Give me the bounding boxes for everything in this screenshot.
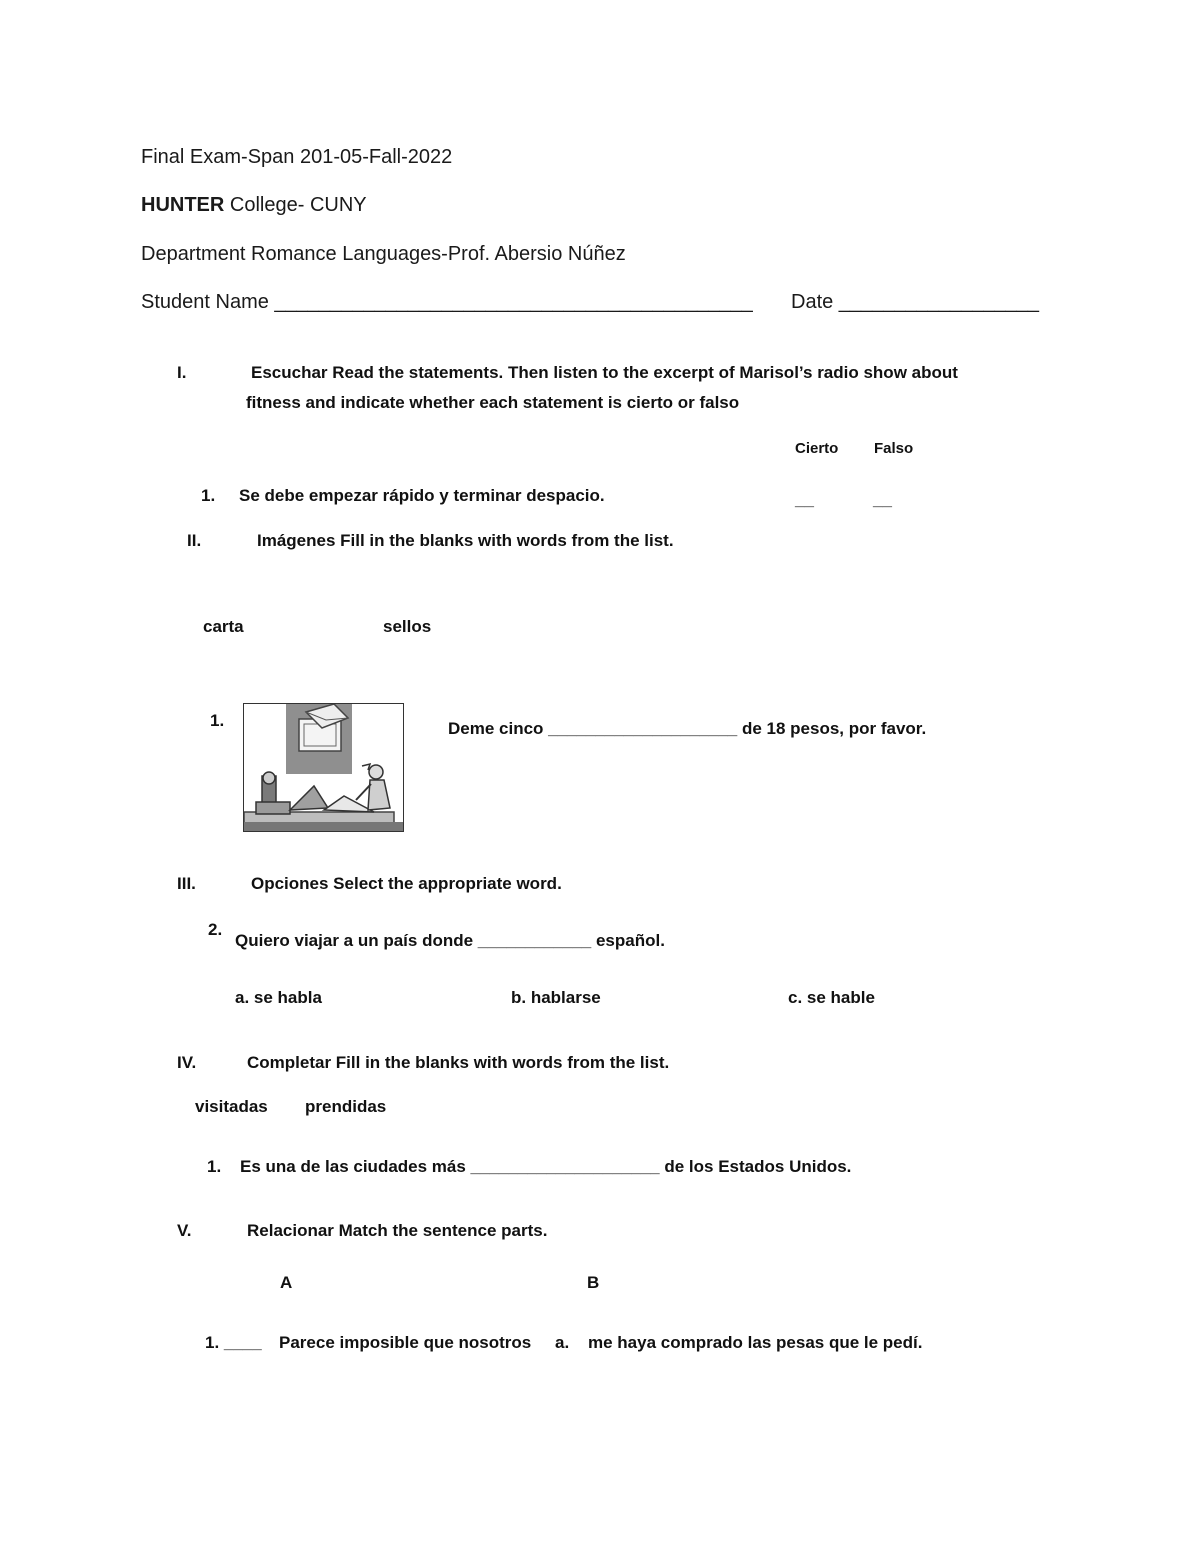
section-2-numeral: II. bbox=[187, 531, 202, 550]
exam-title: Final Exam-Span 201-05-Fall-2022 bbox=[141, 146, 453, 168]
college-line bbox=[141, 195, 367, 215]
match-text-a: me haya comprado las pesas que le pedí. bbox=[588, 1333, 923, 1352]
section-2-title: Imágenes Fill in the blanks with words from the list. bbox=[257, 531, 674, 550]
section-2-item-number: 1. bbox=[210, 711, 225, 730]
post-office-drawing bbox=[244, 704, 403, 831]
cierto-column-label: Cierto bbox=[795, 440, 839, 457]
section-4-numeral: IV. bbox=[177, 1053, 197, 1072]
section-1-numeral: I. bbox=[177, 363, 187, 382]
section-1-item-number: 1. bbox=[201, 486, 216, 505]
option-b: b. hablarse bbox=[511, 988, 601, 1007]
section-4-item-number: 1. bbox=[207, 1157, 222, 1176]
cierto-blank: __ bbox=[795, 490, 814, 509]
college-name-bold: HUNTER bbox=[141, 194, 225, 216]
date-field: Date __________________ bbox=[791, 291, 1040, 313]
section-4-item-text: Es una de las ciudades más ____________________ de los Estados Unidos. bbox=[240, 1157, 852, 1176]
section-5-item-text: Parece imposible que nosotros bbox=[279, 1333, 532, 1352]
section-3-item-text: Quiero viajar a un país donde ____________ español. bbox=[235, 931, 665, 950]
column-b-label: B bbox=[587, 1273, 600, 1292]
section-3-item-number: 2. bbox=[208, 920, 223, 939]
college-name-rest: College- CUNY bbox=[224, 194, 367, 216]
section-1-instructions-line1: Escuchar Read the statements. Then listen to the excerpt of Marisol’s radio show about bbox=[251, 363, 958, 382]
option-c: c. se hable bbox=[788, 988, 875, 1007]
section-5-numeral: V. bbox=[177, 1221, 192, 1240]
section-5-item-number: 1. ____ bbox=[205, 1333, 262, 1352]
post-office-illustration bbox=[243, 703, 404, 832]
section-1-instructions-line2: fitness and indicate whether each statement is cierto or falso bbox=[246, 393, 740, 412]
section-3-numeral: III. bbox=[177, 874, 196, 893]
section-5-title: Relacionar Match the sentence parts. bbox=[247, 1221, 548, 1240]
section-3-title: Opciones Select the appropriate word. bbox=[251, 874, 562, 893]
word-bank-prendidas: prendidas bbox=[305, 1097, 387, 1116]
section-1-item-text: Se debe empezar rápido y terminar despacio. bbox=[239, 486, 605, 505]
word-bank-visitadas: visitadas bbox=[195, 1097, 268, 1116]
option-a: a. se habla bbox=[235, 988, 322, 1007]
section-2-item-text: Deme cinco ____________________ de 18 pesos, por favor. bbox=[448, 719, 927, 738]
column-a-label: A bbox=[280, 1273, 293, 1292]
falso-blank: __ bbox=[873, 490, 892, 509]
student-name-field: Student Name ___________________________________________ bbox=[141, 291, 753, 313]
word-bank-sellos: sellos bbox=[383, 617, 432, 636]
falso-column-label: Falso bbox=[874, 440, 914, 457]
section-4-title: Completar Fill in the blanks with words from the list. bbox=[247, 1053, 670, 1072]
department-line: Department Romance Languages-Prof. Abersio Núñez bbox=[141, 243, 626, 265]
match-letter-a: a. bbox=[555, 1333, 570, 1352]
word-bank-carta: carta bbox=[203, 617, 244, 636]
